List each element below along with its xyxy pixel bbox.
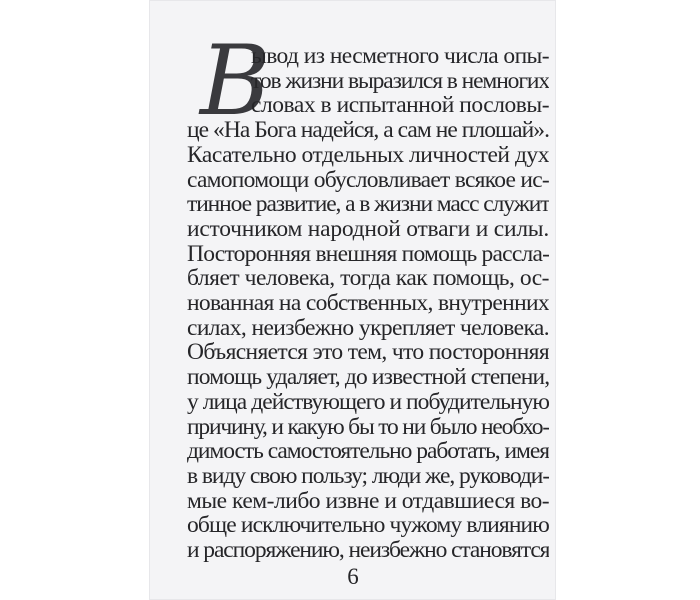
page-number: 6 <box>347 564 359 589</box>
text-line: це «На Бога надейся, а сам не плошай». <box>187 118 549 143</box>
text-line: и распоряжению, неизбежно становятся <box>187 538 549 563</box>
text-line: силах, неизбежно укрепляет человека. <box>187 315 549 341</box>
text-line: Объясняется это тем, что посторонняя <box>187 340 549 366</box>
text-line: бляет человека, тогда как помощь, ос- <box>187 266 549 291</box>
text-line: димость самостоятельно работать, имея <box>187 439 549 464</box>
drop-cap-letter: В <box>200 25 271 137</box>
text-line: ывод из несметного числа опы- <box>251 44 549 69</box>
text-line: обще исключительно чужому влиянию <box>187 513 549 538</box>
text-line: тов жизни выразился в немногих <box>251 68 549 94</box>
text-line: мые кем-либо извне и отдавшиеся во- <box>187 488 549 514</box>
text-line: нованная на собственных, внутренних <box>187 291 549 316</box>
text-line: в виду свою пользу; люди же, руководи- <box>187 463 549 489</box>
text-line: Касательно отдельных личностей дух <box>187 142 549 168</box>
text-line: Посторонняя внешняя помощь расcла- <box>187 241 549 267</box>
text-line: у лица действующего и побудительную <box>187 389 549 415</box>
text-line: источником народной отваги и силы. <box>187 216 549 242</box>
text-line: словах в испытанной пословы- <box>251 93 549 119</box>
text-line: помощь удаляет, до известной степени, <box>187 365 549 390</box>
text-line: самопомощи обусловливает всякое ис- <box>187 167 549 193</box>
text-line: причину, и какую бы то ни было необхо- <box>187 414 549 440</box>
text-line: тинное развитие, а в жизни масс служит <box>187 192 549 217</box>
